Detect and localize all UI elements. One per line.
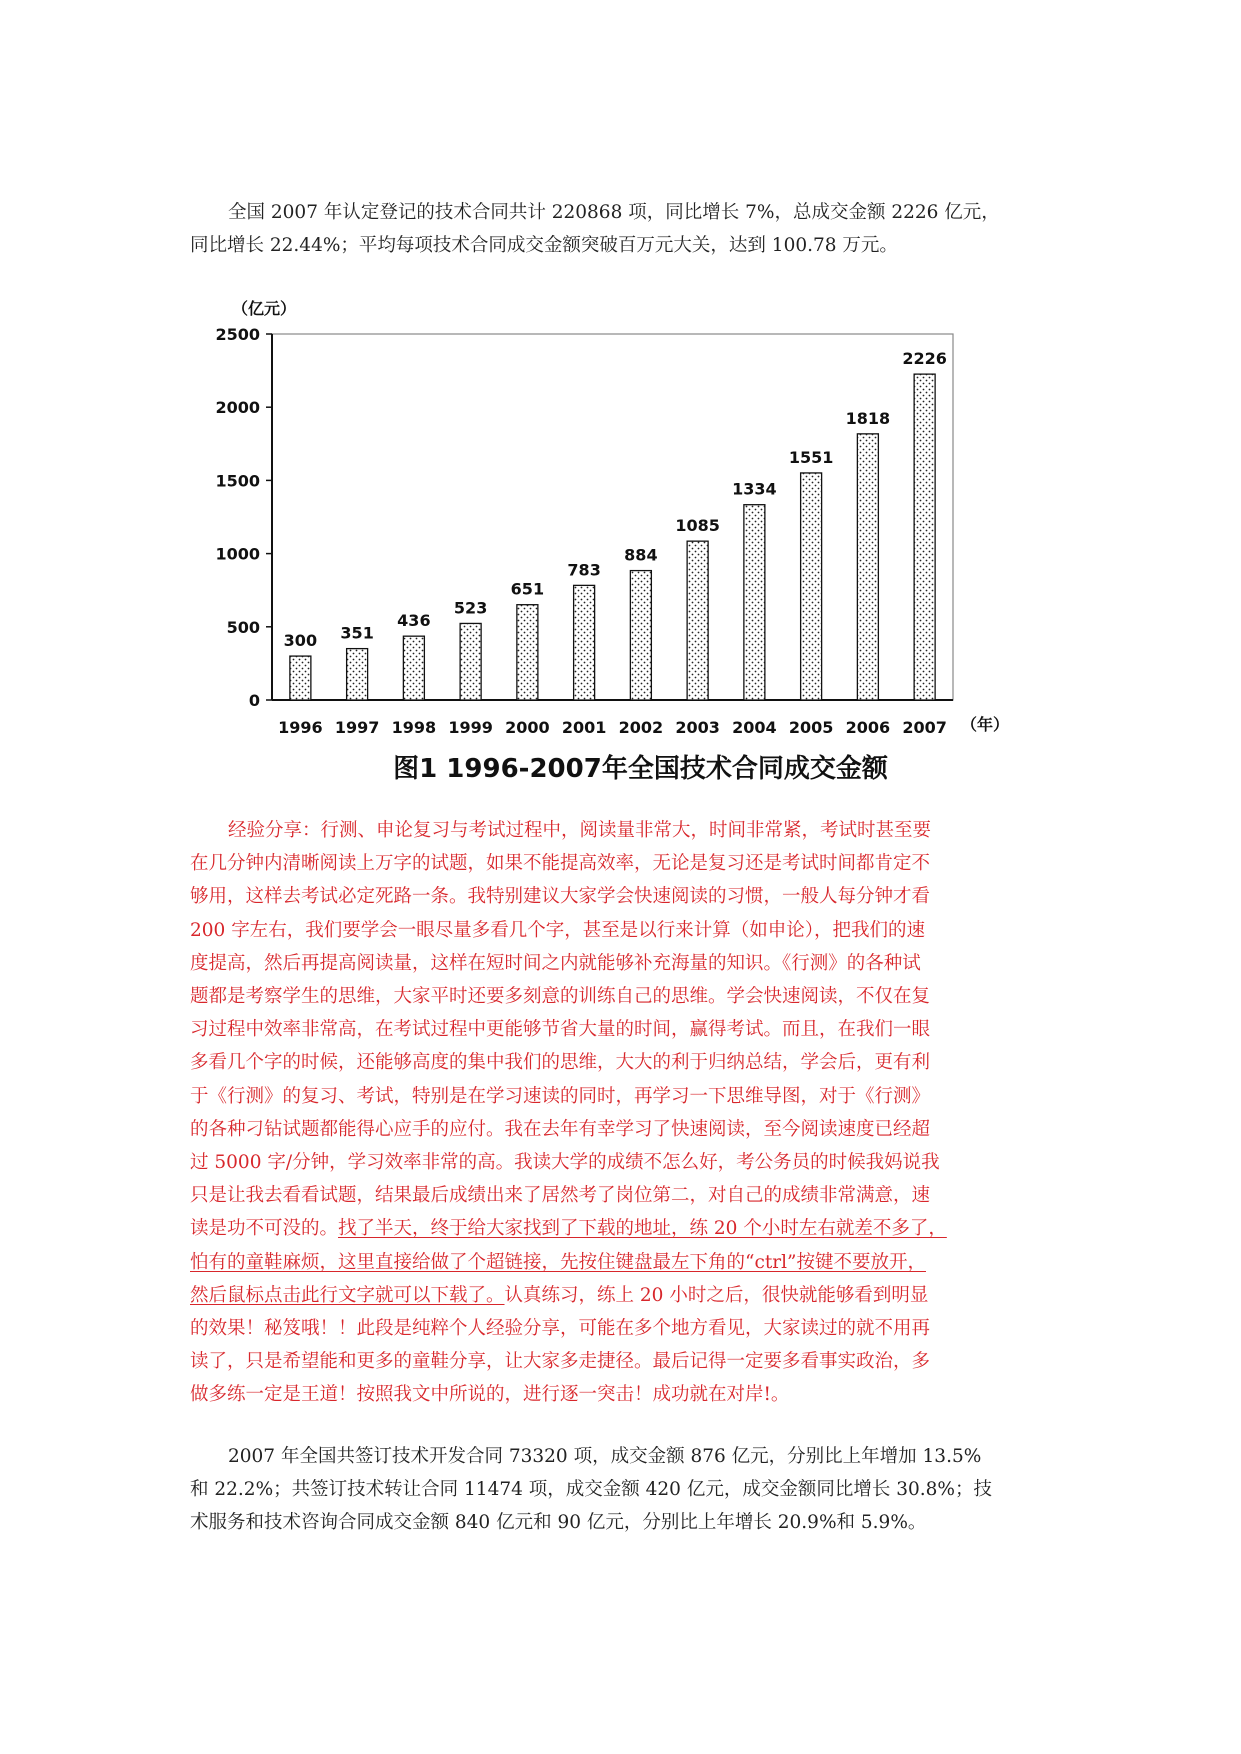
bar bbox=[914, 374, 935, 700]
tech-contract-paragraph bbox=[190, 1440, 1052, 1539]
bar-value-label: 1551 bbox=[788, 447, 834, 467]
tip-line bbox=[190, 814, 1060, 847]
bar-value-label: 1818 bbox=[845, 408, 891, 428]
tip-line bbox=[190, 847, 1060, 880]
bar bbox=[574, 585, 595, 700]
download-link[interactable]: 找了半天，终于给大家找到了下载的地址，练 20 个小时左右就差不多了， bbox=[338, 1218, 947, 1240]
tip-text: 做多练一定是王道！按照我文中所说的，进行逐一突击！成功就在对岸!。 bbox=[190, 1384, 790, 1406]
download-link[interactable]: 怕有的童鞋麻烦，这里直接给做了个超链接，先按住键盘最左下角的“ctrl”按键不要放开， bbox=[190, 1251, 926, 1273]
bar bbox=[403, 636, 424, 700]
bar-value-label: 1334 bbox=[732, 479, 777, 499]
download-link[interactable]: 然后鼠标点击此行文字就可以下载了。 bbox=[190, 1284, 505, 1306]
tip-line bbox=[190, 1046, 1060, 1079]
x-tick-label: 2000 bbox=[505, 718, 550, 737]
tip-text: 的各种刁钻试题都能得心应手的应付。我在去年有幸学习了快速阅读，至今阅读速度已经超 bbox=[190, 1118, 931, 1140]
bar bbox=[460, 623, 481, 700]
tech-line: 术服务和技术咨询合同成交金额 840 亿元和 90 亿元，分别比上年增长 20.9%和 5.9%。 bbox=[190, 1512, 927, 1533]
tip-line bbox=[190, 1378, 1060, 1411]
tip-text: 200 字左右，我们要学会一眼尽量多看几个字，甚至是以行来计算（如申论），把我们的速 bbox=[190, 919, 925, 941]
bar bbox=[801, 473, 822, 700]
tip-line bbox=[190, 880, 1060, 913]
x-tick-label: 1999 bbox=[448, 718, 493, 737]
tip-line bbox=[190, 1246, 1060, 1279]
tip-text: 于《行测》的复习、考试，特别是在学习速读的同时，再学习一下思维导图，对于《行测》 bbox=[190, 1085, 931, 1107]
y-tick-label: 0 bbox=[248, 691, 260, 710]
y-tick-label: 2000 bbox=[215, 398, 260, 418]
bar-value-label: 436 bbox=[397, 611, 431, 631]
tip-text: 读是功不可没的。 bbox=[190, 1218, 339, 1240]
y-tick-label: 500 bbox=[226, 617, 260, 637]
tip-text: 过 5000 字/分钟，学习效率非常的高。我读大学的成绩不怎么好，考公务员的时候我妈说我 bbox=[190, 1152, 940, 1174]
tech-line: 和 22.2%；共签订技术转让合同 11474 项，成交金额 420 亿元，成交金额同比增长 30.8%；技 bbox=[190, 1479, 992, 1500]
tip-text: 认真练习，练上 20 小时之后，很快就能够看到明显 bbox=[504, 1284, 929, 1306]
tip-text: 够用，这样去考试必定死路一条。我特别建议大家学会快速阅读的习惯，一般人每分钟才看 bbox=[190, 886, 931, 908]
x-tick-label: 2002 bbox=[618, 718, 664, 737]
y-axis-label: （亿元） bbox=[232, 299, 297, 318]
tip-line bbox=[190, 1080, 1060, 1113]
tip-line bbox=[190, 914, 1060, 947]
tip-text: 多看几个字的时候，还能够高度的集中我们的思维，大大的利于归纳总结，学会后，更有利 bbox=[190, 1052, 931, 1074]
x-tick-label: 1998 bbox=[391, 718, 437, 737]
y-tick-label: 1000 bbox=[215, 544, 260, 564]
x-tick-label: 2007 bbox=[902, 718, 947, 737]
tip-line bbox=[190, 1312, 1060, 1345]
bar bbox=[517, 605, 538, 700]
bar-chart bbox=[215, 292, 1010, 752]
bar bbox=[687, 541, 708, 700]
x-tick-label: 2001 bbox=[561, 718, 607, 737]
tip-line bbox=[190, 980, 1060, 1013]
intro-paragraph bbox=[190, 196, 1052, 262]
bar-value-label: 884 bbox=[624, 545, 658, 565]
tip-text: 只是让我去看看试题，结果最后成绩出来了居然考了岗位第二，对自己的成绩非常满意，速 bbox=[190, 1185, 931, 1207]
plot-area bbox=[272, 334, 953, 700]
y-tick-label: 1500 bbox=[215, 471, 260, 491]
tip-text: 经验分享：行测、申论复习与考试过程中，阅读量非常大，时间非常紧，考试时甚至要 bbox=[228, 820, 932, 841]
tip-line bbox=[190, 1212, 1060, 1245]
intro-line: 全国 2007 年认定登记的技术合同共计 220868 项，同比增长 7%，总成交金额 2226 亿元， bbox=[228, 202, 1000, 223]
tip-line bbox=[190, 1146, 1060, 1179]
x-tick-label: 2006 bbox=[845, 718, 891, 737]
experience-tip-paragraph bbox=[190, 814, 1060, 1412]
bar-value-label: 523 bbox=[453, 598, 488, 618]
tip-line bbox=[190, 1179, 1060, 1212]
tip-text: 读了，只是希望能和更多的童鞋分享，让大家多走捷径。最后记得一定要多看事实政治，多 bbox=[190, 1351, 931, 1373]
tip-text: 在几分钟内清晰阅读上万字的试题，如果不能提高效率，无论是复习还是考试时间都肯定不 bbox=[190, 853, 931, 875]
tip-line bbox=[190, 1113, 1060, 1146]
tip-line bbox=[190, 1013, 1060, 1046]
x-tick-label: 2003 bbox=[675, 718, 720, 737]
bar bbox=[630, 571, 651, 700]
tip-text: 度提高，然后再提高阅读量，这样在短时间之内就能够补充海量的知识。《行测》的各种试 bbox=[190, 952, 921, 974]
bar bbox=[744, 505, 765, 700]
bar-value-label: 2226 bbox=[902, 349, 947, 369]
x-tick-label: 1997 bbox=[334, 718, 380, 737]
bar-value-label: 651 bbox=[510, 579, 545, 599]
intro-line: 同比增长 22.44%；平均每项技术合同成交金额突破百万元大关，达到 100.78 万元。 bbox=[190, 235, 898, 256]
bar bbox=[290, 656, 311, 700]
bar-value-label: 351 bbox=[340, 623, 374, 643]
x-tick-label: 2004 bbox=[732, 718, 777, 737]
y-tick-label: 2500 bbox=[215, 325, 260, 344]
tech-line: 2007 年全国共签订技术开发合同 73320 项，成交金额 876 亿元，分别比上年增加 13.5% bbox=[228, 1446, 982, 1467]
x-tick-label: 2005 bbox=[788, 718, 834, 737]
x-axis-label: （年） bbox=[961, 715, 1010, 734]
tip-line bbox=[190, 1345, 1060, 1378]
bar bbox=[857, 434, 878, 700]
bar-value-label: 300 bbox=[283, 631, 318, 651]
tip-text: 习过程中效率非常高，在考试过程中更能够节省大量的时间，赢得考试。而且，在我们一眼 bbox=[190, 1019, 931, 1041]
chart-title: 图1 1996-2007年全国技术合同成交金额 bbox=[393, 754, 888, 784]
tip-text: 的效果！秘笈哦！！此段是纯粹个人经验分享，可能在多个地方看见，大家读过的就不用再 bbox=[190, 1318, 931, 1340]
bar-value-label: 783 bbox=[567, 560, 601, 580]
bar-value-label: 1085 bbox=[675, 516, 720, 536]
tip-text: 题都是考察学生的思维，大家平时还要多刻意的训练自己的思维。学会快速阅读，不仅在复 bbox=[190, 986, 931, 1008]
tip-line bbox=[190, 947, 1060, 980]
x-tick-label: 1996 bbox=[278, 718, 323, 737]
tip-line bbox=[190, 1279, 1060, 1312]
bar bbox=[347, 649, 368, 700]
